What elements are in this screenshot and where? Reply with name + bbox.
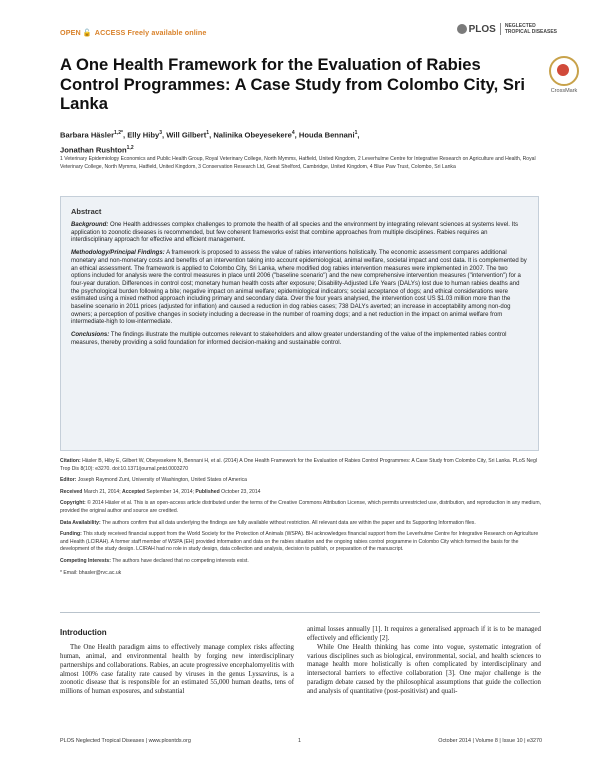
footer-journal-url[interactable]: PLOS Neglected Tropical Diseases | www.plosntds.org	[60, 738, 191, 744]
footer-issue-info: October 2014 | Volume 8 | Issue 10 | e3270	[438, 738, 542, 744]
author-list: Barbara Häsler$^{1,2*}$, Elly Hiby$^3$, Will Gilbert$^1$, Nalinika Obeyesekere$^4$, Houda Bennani$^1$, Jonathan Rushton$^{1,2}$	[60, 130, 360, 155]
abstract-box	[60, 196, 539, 451]
background-label: Background:	[71, 222, 109, 228]
author-affil-sup: 1	[354, 130, 358, 136]
author-affil-sup: 3	[159, 130, 163, 136]
methods-text: A framework is proposed to assess the value of rabies interventions holistically. The economic assessment compares additional monetary and non-monetary costs and benefits of an intervention taking into account epidemiological, animal welfare, societal impact and cost data. It is complemented by an ethical assessment. The framework is applied to Colombo City, Sri Lanka, where modified dog rabies intervention measures were implemented in 2007. The two options included for analysis were the control measures in place until 2006 ("baseline scenario") and the new comprehensive intervention measures ("intervention") for a four-year duration. Differences in control cost; monetary human health costs after exposure; Disability-Adjusted Life Years (DALYs) lost due to human rabies deaths and the psychological burden following a bite; negative impact on animal welfare; epidemiological indicators; social acceptance of dogs; and ethical considerations were estimated using a mixed method approach including primary and secondary data. Over the four years analysed, the intervention cost US $1.03 million more than the baseline scenario in 2011 prices (adjusted for inflation) and caused a reduction in dog rabies cases; 738 DALYs averted; an increase in acceptability among non-dog owners; a perception of positive changes in society including a decrease in the number of roaming dogs; and a net reduction in the impact on animal welfare from intermediate-high to low-intermediate.	[71, 250, 527, 326]
open-access-badge[interactable]	[60, 28, 206, 37]
author-affil-sup: 1,2*	[114, 130, 123, 136]
editor-label: Editor:	[60, 477, 77, 484]
footer-page-number: 1	[298, 738, 301, 744]
article-metadata	[60, 458, 542, 581]
intro-paragraph: While One Health thinking has come into vogue, systematic integration of various disciplines such as biological, environmental, social, and health sciences to manage health more holistically is often complicated by interdisciplinary and intersectoral barriers to effective collaboration [3]. One major challenge is the paradigm debate caused by the philosophical assumptions that guide the collection and analysis of quantitative (post-positivist) and quali-	[307, 643, 541, 695]
citation-text[interactable]: Häsler B, Hiby E, Gilbert W, Obeyesekere N, Bennani H, et al. (2014) A One Health Framework for the Evaluation of Rabies Control Programmes: A Case Study from Colombo City, Sri Lanka. PLoS Negl Trop Dis 8(10): e3270. doi:10.1371/journal.pntd.0003270	[60, 458, 537, 472]
dates	[60, 489, 542, 497]
funding-text: This study received financial support from the World Society for the Protection of Animals (WSPA). BH acknowledges financial support from the Leverhulme Centre for Integrative Research on Agriculture and Health (LCIRAH). A former staff member of WSPA (EH) provided information and data on the rabies situation and the ongoing rabies control programme in Colombo City which formed the basis for the development of the study design. LCIRAH had no role in study design, data collection and analysis, decision to publish, or preparation of the manuscript.	[60, 531, 539, 553]
author-name[interactable]: Houda Bennani	[298, 130, 355, 140]
published-date: October 23, 2014	[221, 488, 261, 495]
journal-name-line-1: NEGLECTED	[504, 23, 536, 29]
page-footer	[60, 738, 542, 748]
author-name[interactable]: Nalinika Obeyesekere	[213, 130, 292, 140]
copyright-label: Copyright:	[60, 500, 86, 507]
received-label: Received	[60, 488, 83, 495]
intro-paragraph: The One Health paradigm aims to effectively manage complex risks affecting human, animal, and environmental health by forging new interdisciplinary partnerships and collaborations. Rabies, an acute progressive encephalomyelitis with almost 100% case fatality rate caused by viruses in the genus Lyssavirus, is a zoonotic disease that is responsible for an estimated 55,000 human deaths, tens of millions of human exposures, and substantial	[60, 644, 294, 696]
crossmark-label: CrossMark	[550, 88, 578, 94]
citation	[60, 458, 542, 473]
data-availability	[60, 520, 542, 528]
open-label: OPEN	[60, 28, 81, 37]
conclusions-text: The findings illustrate the multiple outcomes relevant to stakeholders and allow greater understanding of the value of the implemented rabies control measures, thereby providing a solid foundation for informed decision-making and sustainable control.	[71, 332, 507, 346]
background-text: One Health addresses complex challenges to promote the health of all species and the environment by integrating relevant sciences at systems level. Its application to zoonotic diseases is recommended, but few coherent frameworks exist that combine approaches from multiple disciplines. Rabies requires an interdisciplinary approach for effective and efficient management.	[71, 222, 519, 244]
author-affil-sup: 1	[206, 130, 210, 136]
plos-dot-icon	[457, 24, 467, 34]
abstract-heading: Abstract	[71, 207, 102, 216]
accepted-label: Accepted	[122, 488, 145, 495]
plos-journal-name	[500, 23, 557, 35]
competing-text: The authors have declared that no competing interests exist.	[112, 557, 249, 564]
access-label: ACCESS	[94, 28, 126, 37]
intro-column-2	[307, 626, 541, 697]
competing-label: Competing Interests:	[60, 557, 111, 564]
funding	[60, 531, 542, 554]
crossmark-icon	[549, 56, 579, 86]
section-divider	[60, 612, 540, 613]
editor	[60, 477, 542, 485]
article-title: A One Health Framework for the Evaluation of Rabies Control Programmes: A Case Study from Colombo City, Sri Lanka	[60, 55, 525, 113]
availability-text: The authors confirm that all data underlying the findings are fully available without restriction. All relevant data are within the paper and its Supporting Information files.	[102, 519, 476, 526]
abstract-methods	[71, 250, 528, 327]
author-name[interactable]: Barbara Häsler	[60, 130, 115, 140]
freely-available-label: Freely available online	[127, 28, 207, 37]
intro-paragraph: animal losses annually [1]. It requires a generalised approach if it is to be managed effectively and efficiently [2].	[307, 626, 541, 642]
copyright-text[interactable]: © 2014 Häsler et al. This is an open-access article distributed under the terms of the Creative Commons Attribution License, which permits unrestricted use, distribution, and reproduction in any medium, provided the original author and source are credited.	[60, 500, 542, 514]
conclusions-label: Conclusions:	[71, 332, 110, 339]
author-name[interactable]: Elly Hiby	[127, 130, 160, 140]
email[interactable]: * Email: bhasler@rvc.ac.uk	[60, 569, 122, 576]
availability-label: Data Availability:	[60, 519, 101, 526]
intro-column-1	[60, 644, 294, 697]
author-name[interactable]: Will Gilbert	[166, 130, 207, 140]
affiliations: 1 Veterinary Epidemiology Economics and Public Health Group, Royal Veterinary College, North Mymms, Hatfield, United Kingdom, 2 Leverhulme Centre for Integrative Research on Agriculture and Health, Royal Veterinary College, North Mymms, Hatfield, United Kingdom, 3 Conservation Research Ltd, Great Shelford, Cambridge, United Kingdom, 4 Blue Paw Trust, Colombo, Sri Lanka	[60, 156, 536, 170]
funding-label: Funding:	[60, 531, 82, 538]
competing-interests	[60, 558, 542, 566]
received-date: March 21, 2014;	[83, 488, 121, 495]
journal-name-line-2: TROPICAL DISEASES	[504, 29, 557, 35]
methods-label: Methodology/Principal Findings:	[71, 250, 165, 257]
editor-text: Joseph Raymond Zunt, University of Washington, United States of America	[77, 477, 247, 484]
plos-text: PLOS	[468, 23, 496, 35]
introduction-heading: Introduction	[60, 628, 107, 637]
citation-label: Citation:	[60, 458, 81, 464]
crossmark-badge[interactable]	[547, 56, 581, 94]
plos-wordmark	[457, 24, 496, 35]
abstract-conclusions	[71, 332, 528, 347]
open-lock-icon: 🔓	[82, 28, 92, 37]
author-name[interactable]: Jonathan Rushton	[60, 145, 127, 155]
abstract-background	[71, 222, 528, 245]
author-affil-sup: 4	[291, 130, 295, 136]
author-affil-sup: 1,2	[126, 144, 134, 151]
accepted-date: September 14, 2014;	[146, 488, 194, 495]
journal-header	[0, 22, 600, 44]
plos-logo[interactable]	[457, 23, 557, 35]
copyright	[60, 500, 542, 515]
published-label: Published	[195, 488, 220, 495]
